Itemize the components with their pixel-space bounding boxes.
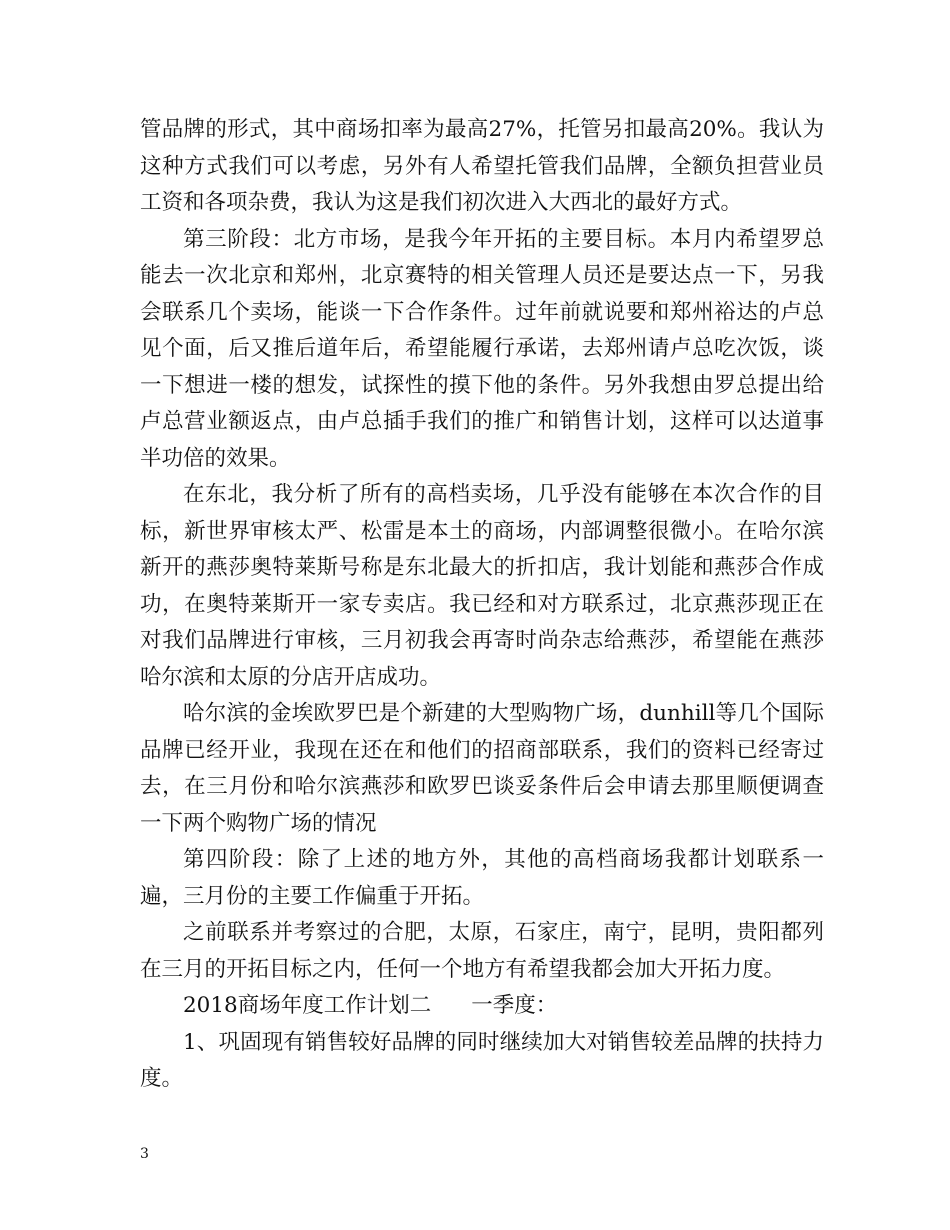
paragraph-3: 在东北，我分析了所有的高档卖场，几乎没有能够在本次合作的目标，新世界审核太严、松雷是本土的商场，内部调整很微小。在哈尔滨新开的燕莎奥特莱斯号称是东北最大的折扣店，我计划能和燕莎合作成功，在奥特莱斯开一家专卖店。我已经和对方联系过，北京燕莎现正在对我们品牌进行审核，三月初我会再寄时尚杂志给燕莎，希望能在燕莎哈尔滨和太原的分店开店成功。 — [140, 482, 824, 690]
page-number: 3 — [140, 1146, 149, 1162]
paragraph-5: 第四阶段：除了上述的地方外，其他的高档商场我都计划联系一遍，三月份的主要工作偏重于开拓。 — [140, 847, 824, 909]
section-heading: 2018商场年度工作计划二 — [183, 993, 432, 1018]
section-subheading: 一季度： — [471, 993, 558, 1018]
paragraph-2: 第三阶段：北方市场，是我今年开拓的主要目标。本月内希望罗总能去一次北京和郑州，北京赛特的相关管理人员还是要达点一下，另我会联系几个卖场，能谈一下合作条件。过年前就说要和郑州裕达的卢总见个面，后又推后道年后，希望能履行承诺，去郑州请卢总吃次饭，谈一下想进一楼的想发，试探性的摸下他的条件。另外我想由罗总提出给卢总营业额返点，由卢总插手我们的推广和销售计划，这样可以达道事半功倍的效果。 — [140, 226, 824, 471]
paragraph-8: 1、巩固现有销售较好品牌的同时继续加大对销售较差品牌的扶持力度。 — [140, 1029, 824, 1091]
paragraph-1: 管品牌的形式，其中商场扣率为最高27%，托管另扣最高20%。我认为这种方式我们可以考虑，另外有人希望托管我们品牌，全额负担营业员工资和各项杂费，我认为这是我们初次进入大西北的最好方式。 — [140, 117, 824, 215]
paragraph-4: 哈尔滨的金埃欧罗巴是个新建的大型购物广场，dunhill等几个国际品牌已经开业，我现在还在和他们的招商部联系，我们的资料已经寄过去，在三月份和哈尔滨燕莎和欧罗巴谈妥条件后会申请去那里顺便调查一下两个购物广场的情况 — [140, 701, 824, 836]
paragraph-6: 之前联系并考察过的合肥，太原，石家庄，南宁，昆明，贵阳都列在三月的开拓目标之内，任何一个地方有希望我都会加大开拓力度。 — [140, 920, 824, 982]
paragraph-7 — [140, 988, 824, 1025]
document-body — [140, 112, 824, 1098]
